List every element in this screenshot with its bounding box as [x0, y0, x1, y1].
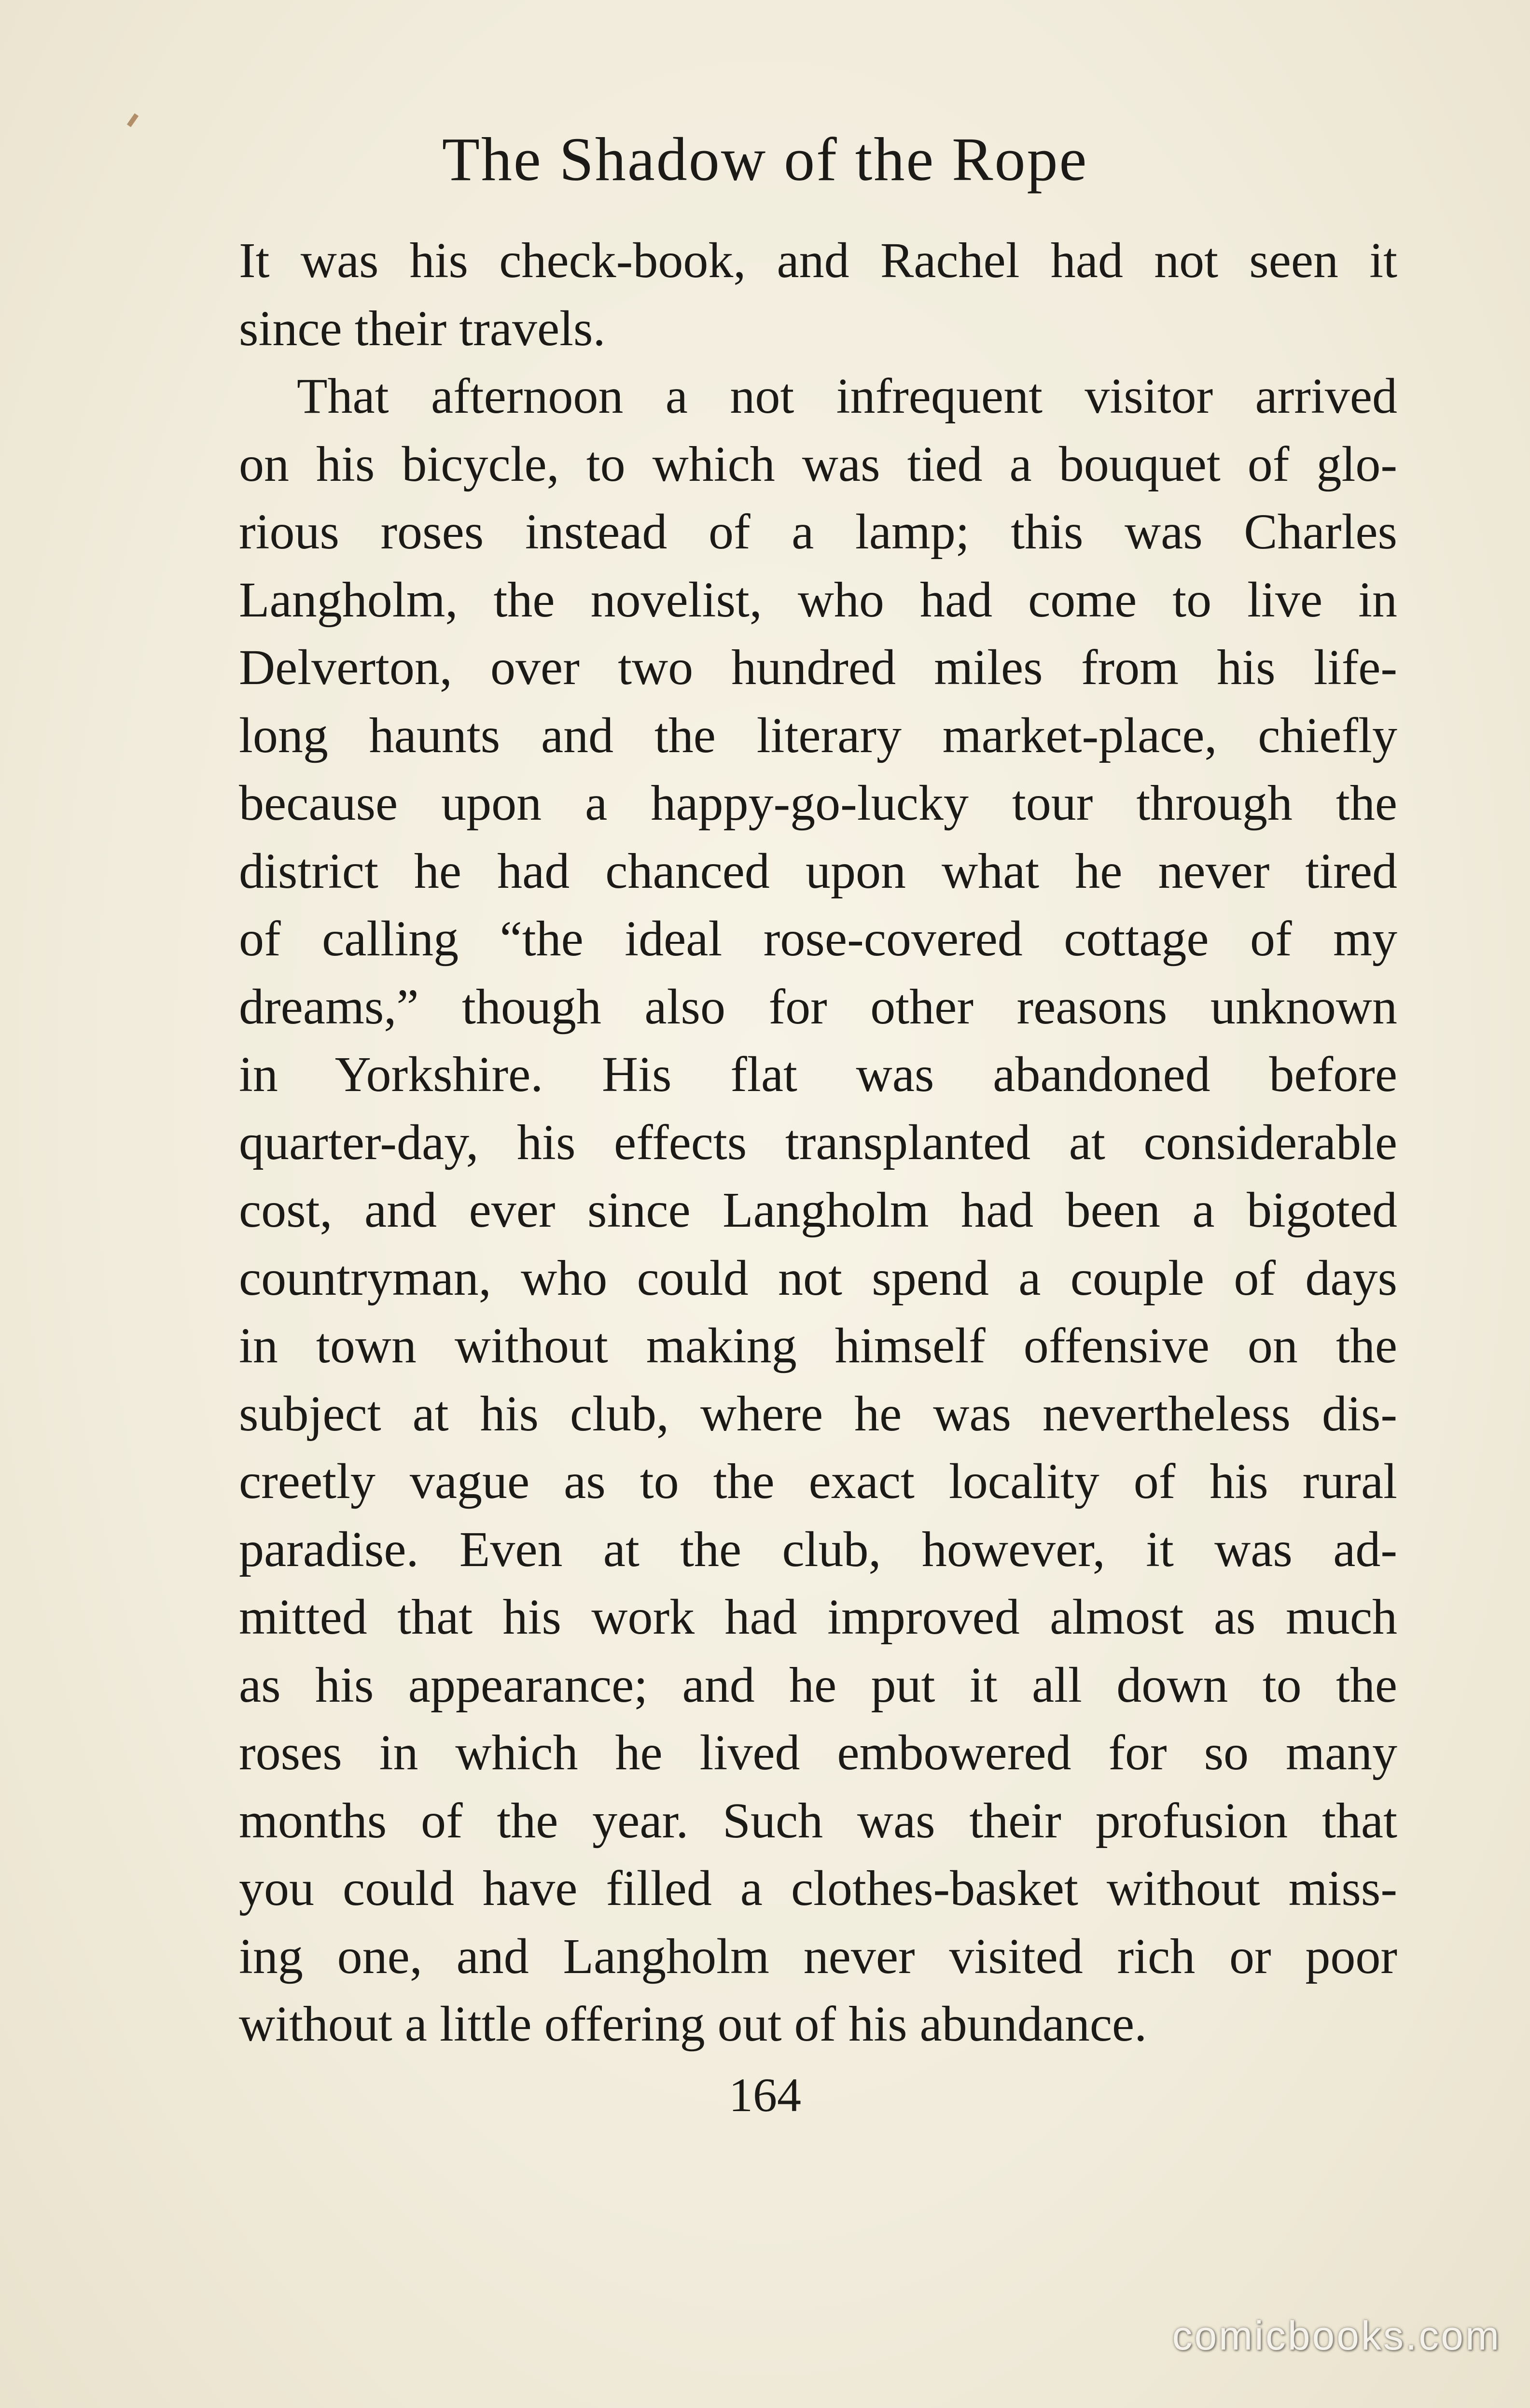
text-line: roses in which he lived embowered for so many [239, 1725, 1397, 1780]
text-line: Delverton, over two hundred miles from his life- [239, 640, 1397, 695]
text-line: creetly vague as to the exact locality of his rural [239, 1454, 1397, 1509]
text-line: dreams,” though also for other reasons unknown [239, 979, 1397, 1035]
text-line: you could have filled a clothes-basket without miss- [239, 1861, 1397, 1916]
text-line: paradise. Even at the club, however, it was ad- [239, 1521, 1397, 1577]
text-line: That afternoon a not infrequent visitor arrived [297, 368, 1397, 424]
text-line: long haunts and the literary market-place, chiefly [239, 707, 1397, 763]
text-line: It was his check-book, and Rachel had not seen it [239, 233, 1397, 288]
watermark: comicbooks.com [1172, 2313, 1501, 2358]
running-head: The Shadow of the Rope [442, 125, 1088, 194]
text-line: on his bicycle, to which was tied a bouquet of glo- [239, 436, 1397, 492]
text-line: of calling “the ideal rose-covered cottage of my [239, 911, 1397, 966]
page-number: 164 [729, 2068, 801, 2122]
text-line: district he had chanced upon what he never tired [239, 843, 1397, 899]
text-line: mitted that his work had improved almost as much [239, 1589, 1397, 1645]
text-line: since their travels. [239, 300, 606, 356]
text-line: because upon a happy-go-lucky tour through the [239, 775, 1397, 831]
text-line: in town without making himself offensive on the [239, 1318, 1397, 1373]
text-line: in Yorkshire. His flat was abandoned before [239, 1047, 1397, 1102]
text-line: cost, and ever since Langholm had been a bigoted [239, 1182, 1397, 1238]
text-line: ing one, and Langholm never visited rich or poor [239, 1928, 1397, 1984]
text-line: quarter-day, his effects transplanted at considerable [239, 1114, 1397, 1170]
text-line: without a little offering out of his abundance. [239, 1996, 1147, 2052]
text-line: countryman, who could not spend a couple of days [239, 1250, 1397, 1306]
body-text [239, 227, 1397, 2058]
text-line: subject at his club, where he was nevertheless dis- [239, 1386, 1397, 1442]
text-line: Langholm, the novelist, who had come to live in [239, 572, 1397, 628]
text-line: rious roses instead of a lamp; this was Charles [239, 504, 1397, 560]
text-line: months of the year. Such was their profusion that [239, 1792, 1397, 1848]
text-line: as his appearance; and he put it all down to the [239, 1657, 1397, 1713]
